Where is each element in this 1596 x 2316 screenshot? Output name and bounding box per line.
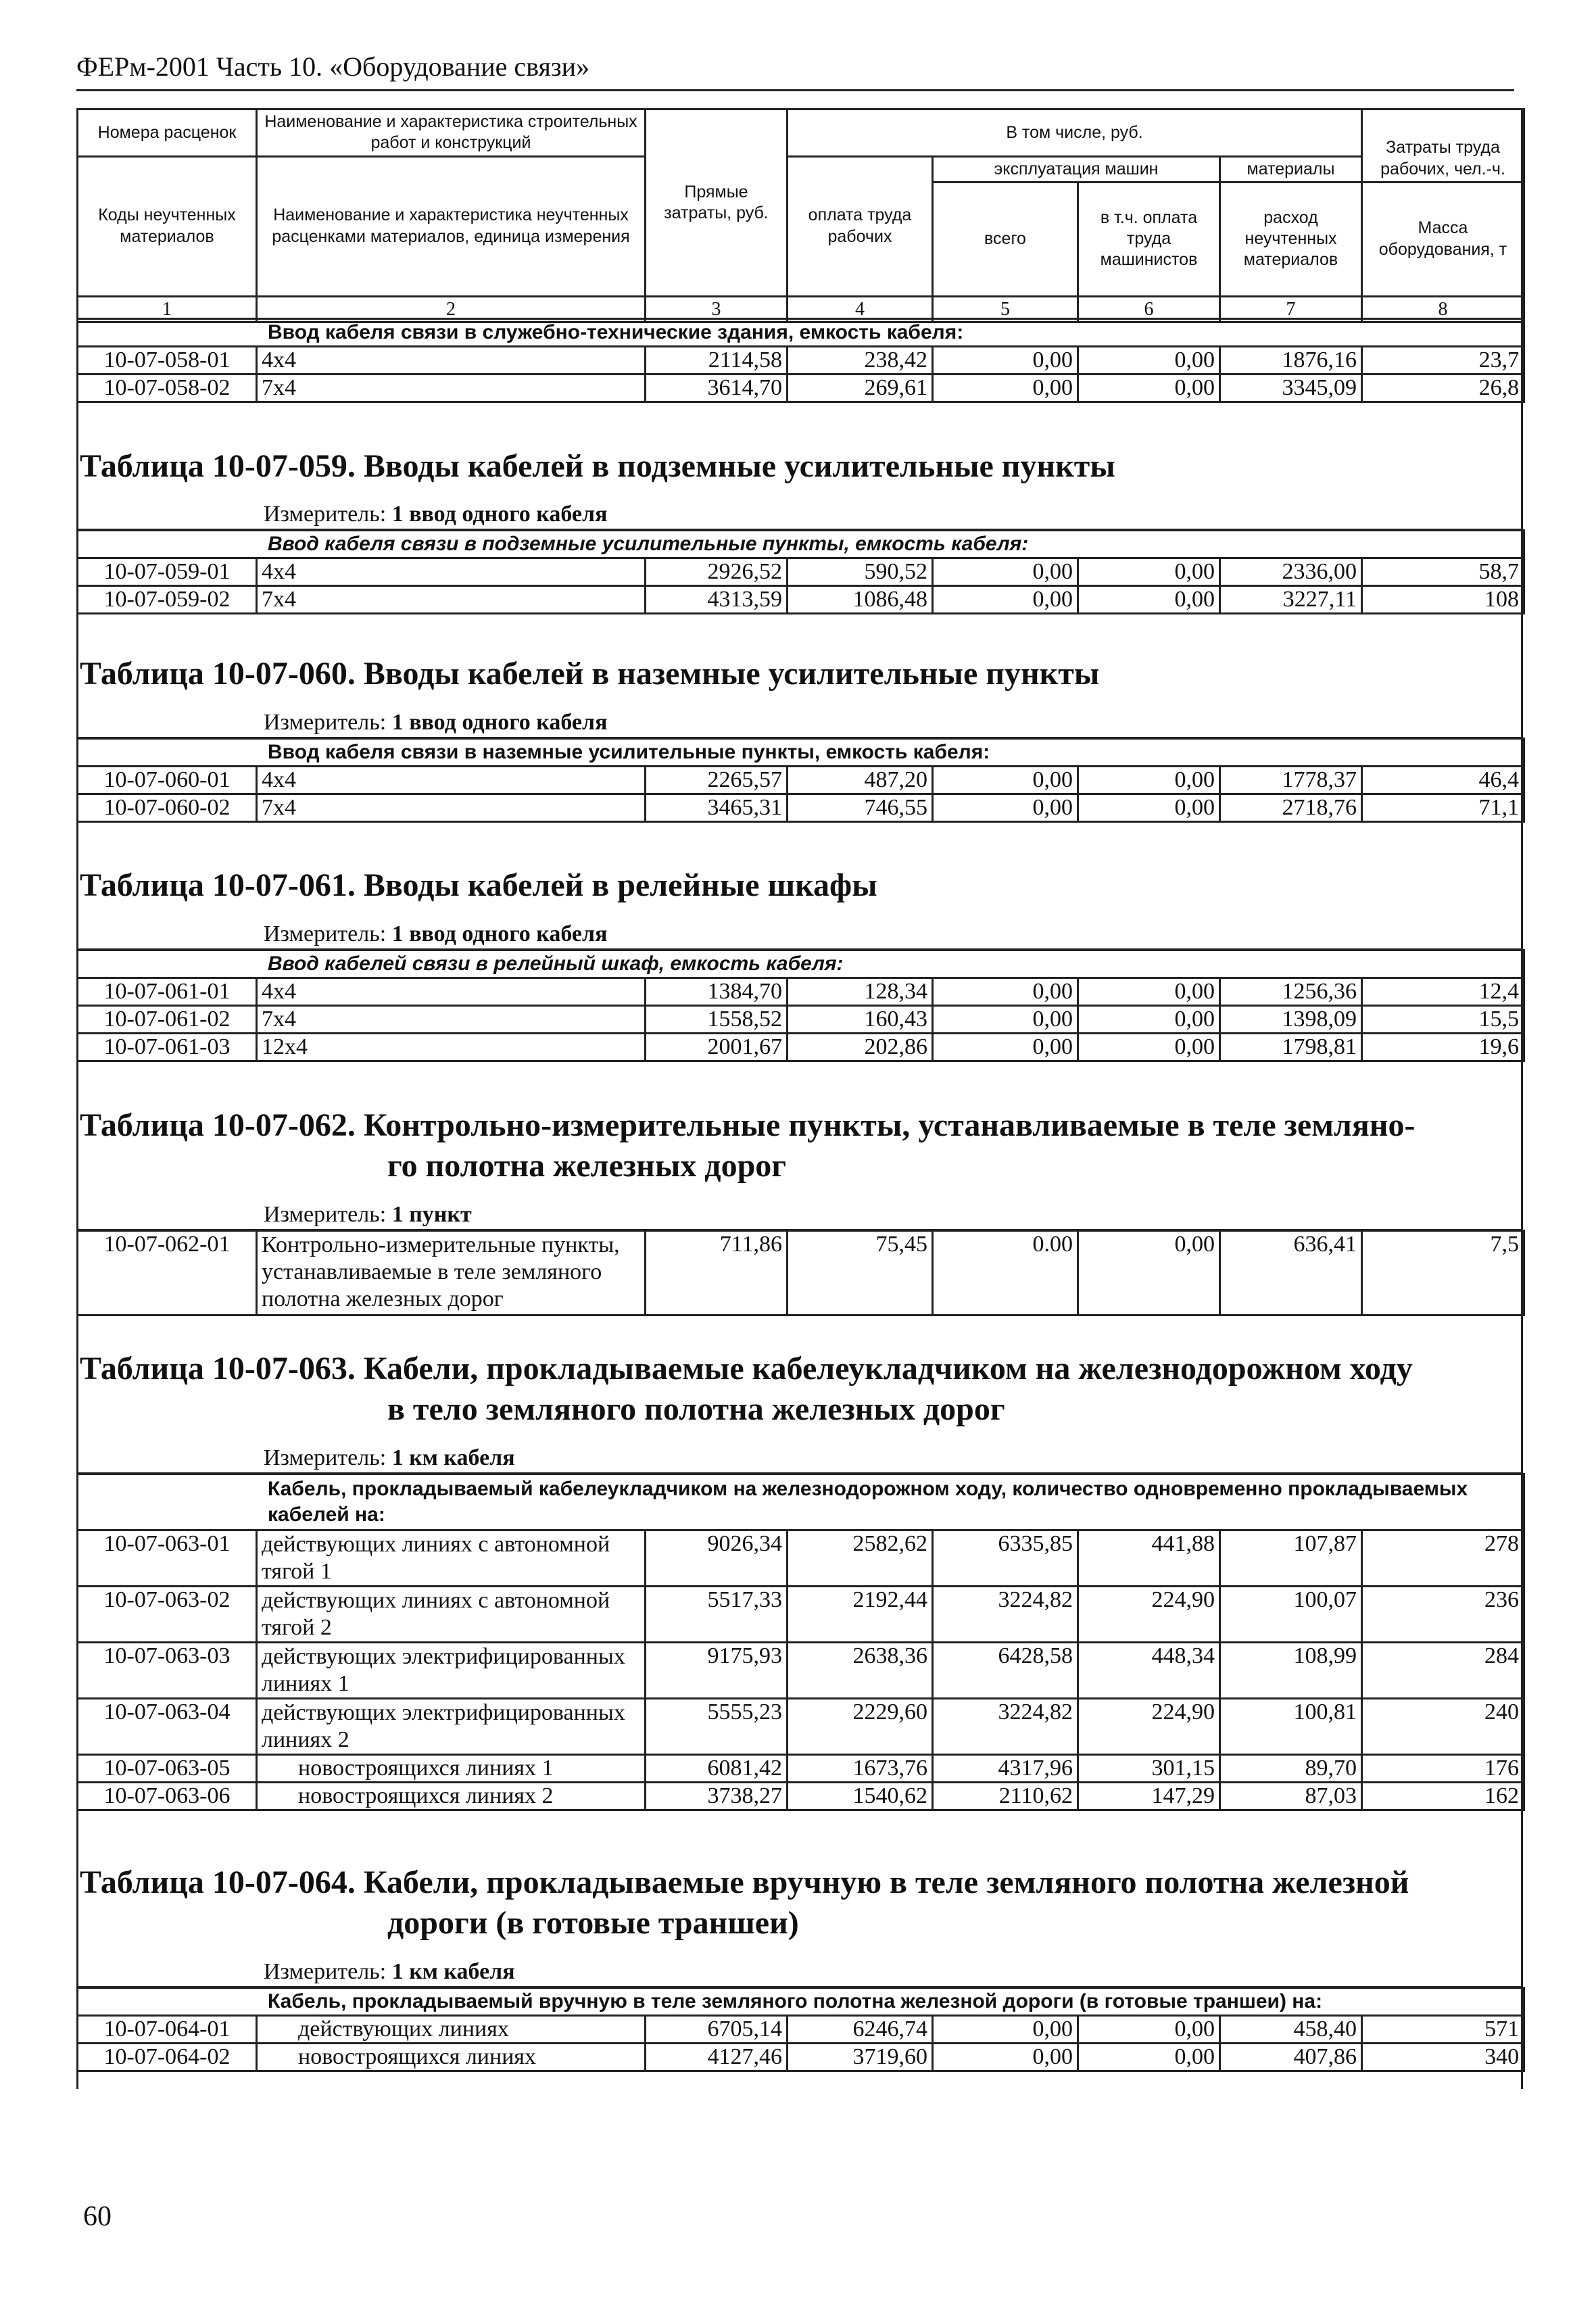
row-code: 10-07-063-01 — [78, 1530, 257, 1587]
row-code: 10-07-063-03 — [78, 1643, 257, 1699]
cell: 6705,14 — [646, 2016, 788, 2044]
row-code: 10-07-060-02 — [78, 794, 257, 822]
table-title-line: в тело земляного полотна железных дорог — [387, 1391, 1005, 1427]
cell: 0,00 — [1078, 1006, 1220, 1034]
cell: 0.00 — [933, 1231, 1078, 1316]
row-code: 10-07-062-01 — [78, 1231, 257, 1316]
row-name: 4x4 — [257, 558, 646, 586]
cell: 3614,70 — [646, 375, 788, 402]
measure-label: Измеритель: — [264, 710, 387, 735]
header-rule — [76, 89, 1514, 91]
table-title-line: Таблица 10-07-063. Кабели, прокладываемые кабелеукладчиком на железнодорожном ходу — [80, 1351, 1413, 1386]
measure-line — [264, 921, 608, 947]
row-name: действующих линиях с автономной тягой 1 — [257, 1530, 646, 1587]
cell: 571 — [1362, 2016, 1524, 2044]
cell: 3224,82 — [933, 1587, 1078, 1643]
cell: 0,00 — [1078, 1231, 1220, 1316]
cell: 224,90 — [1078, 1587, 1220, 1643]
table-row — [78, 767, 1524, 794]
table-row — [78, 375, 1524, 402]
cell: 1086,48 — [788, 586, 933, 614]
col6-head: в т.ч. оплата труда машинистов — [1078, 182, 1220, 296]
row-code: 10-07-058-01 — [78, 347, 257, 375]
measure-value: 1 ввод одного кабеля — [391, 921, 608, 946]
cell: 3465,31 — [646, 794, 788, 822]
cell: 224,90 — [1078, 1699, 1220, 1755]
row-name: 4x4 — [257, 978, 646, 1006]
cell: 2001,67 — [646, 1034, 788, 1061]
table-row — [78, 1231, 1524, 1316]
measure-line — [264, 710, 608, 735]
cell: 1256,36 — [1220, 978, 1362, 1006]
table-title: Таблица 10-07-061. Вводы кабелей в релейные шкафы — [80, 867, 877, 903]
cell: 590,52 — [788, 558, 933, 586]
table-059 — [76, 529, 1525, 614]
group-label: Ввод кабеля связи в наземные усилительные пункты, емкость кабеля: — [78, 739, 1524, 767]
row-code: 10-07-059-02 — [78, 586, 257, 614]
cell: 407,86 — [1220, 2044, 1362, 2071]
table-title: Таблица 10-07-059. Вводы кабелей в подземные усилительные пункты — [80, 448, 1115, 484]
row-code: 10-07-063-06 — [78, 1783, 257, 1810]
cell: 5517,33 — [646, 1587, 788, 1643]
cell: 0,00 — [933, 794, 1078, 822]
column-header-table — [76, 108, 1525, 323]
cell: 0,00 — [1078, 978, 1220, 1006]
cell: 2229,60 — [788, 1699, 933, 1755]
table-title — [80, 1862, 1409, 1944]
table-row — [78, 1530, 1524, 1587]
cell: 87,03 — [1220, 1783, 1362, 1810]
measure-label: Измеритель: — [264, 1445, 387, 1470]
table-064 — [76, 1987, 1525, 2072]
cell: 4127,46 — [646, 2044, 788, 2071]
row-code: 10-07-058-02 — [78, 375, 257, 402]
cell: 100,07 — [1220, 1587, 1362, 1643]
cell: 1876,16 — [1220, 347, 1362, 375]
col-number: 6 — [1078, 296, 1220, 322]
table-title-line: го полотна железных дорог — [387, 1148, 787, 1184]
row-name: новостроящихся линиях 2 — [257, 1783, 646, 1810]
cell: 2336,00 — [1220, 558, 1362, 586]
row-name: действующих линиях — [257, 2016, 646, 2044]
cell: 0,00 — [1078, 375, 1220, 402]
cell: 236 — [1362, 1587, 1524, 1643]
table-title — [80, 1105, 1415, 1186]
col-number: 5 — [933, 296, 1078, 322]
table-title: Таблица 10-07-060. Вводы кабелей в наземные усилительные пункты — [80, 656, 1100, 692]
cell: 2265,57 — [646, 767, 788, 794]
cell: 3227,11 — [1220, 586, 1362, 614]
cell: 0,00 — [1078, 767, 1220, 794]
cell: 487,20 — [788, 767, 933, 794]
col-number: 2 — [257, 296, 646, 322]
table-row — [78, 347, 1524, 375]
col-number: 7 — [1220, 296, 1362, 322]
table-row — [78, 1587, 1524, 1643]
row-name: 7x4 — [257, 1006, 646, 1034]
running-header: ФЕРм-2001 Часть 10. «Оборудование связи» — [76, 51, 590, 82]
col8-head-bottom: Масса оборудования, т — [1362, 182, 1524, 296]
cell: 0,00 — [933, 978, 1078, 1006]
cell: 6428,58 — [933, 1643, 1078, 1699]
row-name: действующих электрифицированных линиях 2 — [257, 1699, 646, 1755]
cell: 108,99 — [1220, 1643, 1362, 1699]
cell: 238,42 — [788, 347, 933, 375]
machines-head: эксплуатация машин — [933, 156, 1220, 182]
group-label: Ввод кабеля связи в подземные усилительные пункты, емкость кабеля: — [78, 531, 1524, 558]
cell: 0,00 — [1078, 347, 1220, 375]
cell: 58,7 — [1362, 558, 1524, 586]
row-code: 10-07-059-01 — [78, 558, 257, 586]
measure-line — [264, 1202, 472, 1228]
row-name: Контрольно-измерительные пункты, устанавливаемые в теле земляного полотна железных дорог — [257, 1231, 646, 1316]
row-name: новостроящихся линиях — [257, 2044, 646, 2071]
cell: 4313,59 — [646, 586, 788, 614]
table-row — [78, 558, 1524, 586]
table-060 — [76, 738, 1525, 823]
row-code: 10-07-063-05 — [78, 1755, 257, 1783]
cell: 0,00 — [1078, 2044, 1220, 2071]
cell: 75,45 — [788, 1231, 933, 1316]
table-title-line: Таблица 10-07-064. Кабели, прокладываемые вручную в теле земляного полотна железной — [80, 1864, 1409, 1900]
row-name: 12x4 — [257, 1034, 646, 1061]
col3-head: Прямые затраты, руб. — [646, 110, 788, 297]
cell: 340 — [1362, 2044, 1524, 2071]
cell: 0,00 — [1078, 586, 1220, 614]
measure-label: Измеритель: — [264, 1202, 387, 1227]
group-label: Кабель, прокладываемый вручную в теле земляного полотна железной дороги (в готовые траншеи) на: — [78, 1988, 1524, 2016]
cell: 711,86 — [646, 1231, 788, 1316]
page-number: 60 — [83, 2201, 112, 2232]
table-row — [78, 586, 1524, 614]
measure-label: Измеритель: — [264, 502, 387, 527]
group-label: Ввод кабеля связи в служебно-технические здания, емкость кабеля: — [78, 319, 1524, 347]
col-number: 3 — [646, 296, 788, 322]
table-row — [78, 1755, 1524, 1783]
cell: 0,00 — [933, 1006, 1078, 1034]
cell: 1558,52 — [646, 1006, 788, 1034]
cell: 6081,42 — [646, 1755, 788, 1783]
cell: 0,00 — [933, 347, 1078, 375]
cell: 46,4 — [1362, 767, 1524, 794]
cell: 1398,09 — [1220, 1006, 1362, 1034]
cell: 1778,37 — [1220, 767, 1362, 794]
group-label: Ввод кабелей связи в релейный шкаф, емкость кабеля: — [78, 950, 1524, 978]
measure-line — [264, 502, 608, 527]
measure-value: 1 ввод одного кабеля — [391, 502, 608, 527]
cell: 441,88 — [1078, 1530, 1220, 1587]
row-name: 7x4 — [257, 375, 646, 402]
table-title — [80, 1349, 1413, 1430]
row-name: новостроящихся линиях 1 — [257, 1755, 646, 1783]
row-code: 10-07-064-02 — [78, 2044, 257, 2071]
cell: 0,00 — [933, 375, 1078, 402]
cell: 202,86 — [788, 1034, 933, 1061]
row-name: действующих электрифицированных линиях 1 — [257, 1643, 646, 1699]
col2-head-top: Наименование и характеристика строительных работ и конструкций — [257, 110, 646, 157]
cell: 2926,52 — [646, 558, 788, 586]
measure-value: 1 ввод одного кабеля — [391, 710, 608, 735]
cell: 6335,85 — [933, 1530, 1078, 1587]
cell: 458,40 — [1220, 2016, 1362, 2044]
row-name: 7x4 — [257, 586, 646, 614]
col5-head: всего — [933, 182, 1078, 296]
cell: 0,00 — [1078, 558, 1220, 586]
cell: 12,4 — [1362, 978, 1524, 1006]
cell: 0,00 — [933, 1034, 1078, 1061]
cell: 108 — [1362, 586, 1524, 614]
table-row — [78, 794, 1524, 822]
cell: 128,34 — [788, 978, 933, 1006]
cell: 23,7 — [1362, 347, 1524, 375]
row-code: 10-07-064-01 — [78, 2016, 257, 2044]
cell: 100,81 — [1220, 1699, 1362, 1755]
cell: 7,5 — [1362, 1231, 1524, 1316]
cell: 176 — [1362, 1755, 1524, 1783]
col-number: 4 — [788, 296, 933, 322]
table-row — [78, 1034, 1524, 1061]
cell: 2110,62 — [933, 1783, 1078, 1810]
table-row — [78, 1006, 1524, 1034]
cell: 269,61 — [788, 375, 933, 402]
table-row — [78, 2044, 1524, 2071]
cell: 240 — [1362, 1699, 1524, 1755]
materials-head: материалы — [1220, 156, 1362, 182]
cell: 4317,96 — [933, 1755, 1078, 1783]
table-061 — [76, 949, 1525, 1062]
row-name: 7x4 — [257, 794, 646, 822]
cell: 3345,09 — [1220, 375, 1362, 402]
cell: 15,5 — [1362, 1006, 1524, 1034]
measure-line — [264, 1959, 515, 1985]
cell: 1798,81 — [1220, 1034, 1362, 1061]
row-name: действующих линиях с автономной тягой 2 — [257, 1587, 646, 1643]
measure-label: Измеритель: — [264, 921, 387, 946]
cell: 160,43 — [788, 1006, 933, 1034]
cell: 0,00 — [933, 586, 1078, 614]
cell: 2638,36 — [788, 1643, 933, 1699]
table-title-line: Таблица 10-07-062. Контрольно-измерительные пункты, устанавливаемые в теле земляно- — [80, 1107, 1416, 1143]
table-row — [78, 1699, 1524, 1755]
cell: 0,00 — [933, 2016, 1078, 2044]
measure-line — [264, 1445, 515, 1471]
row-code: 10-07-060-01 — [78, 767, 257, 794]
cell: 3719,60 — [788, 2044, 933, 2071]
cell: 0,00 — [1078, 794, 1220, 822]
row-code: 10-07-061-03 — [78, 1034, 257, 1061]
cell: 147,29 — [1078, 1783, 1220, 1810]
row-name: 4x4 — [257, 767, 646, 794]
cell: 2192,44 — [788, 1587, 933, 1643]
cell: 1540,62 — [788, 1783, 933, 1810]
row-code: 10-07-063-04 — [78, 1699, 257, 1755]
cell: 71,1 — [1362, 794, 1524, 822]
table-row — [78, 1783, 1524, 1810]
table-058 — [76, 318, 1525, 403]
cell: 284 — [1362, 1643, 1524, 1699]
measure-value: 1 пункт — [391, 1202, 472, 1227]
col1-head-top: Номера расценок — [78, 110, 257, 157]
cell: 26,8 — [1362, 375, 1524, 402]
col7-head: расход неучтенных материалов — [1220, 182, 1362, 296]
cell: 1673,76 — [788, 1755, 933, 1783]
table-row — [78, 1643, 1524, 1699]
col2-head-bottom: Наименование и характеристика неучтенных расценками материалов, единица измерения — [257, 156, 646, 296]
row-code: 10-07-063-02 — [78, 1587, 257, 1643]
cell: 2114,58 — [646, 347, 788, 375]
cell: 0,00 — [933, 2044, 1078, 2071]
col4-head: оплата труда рабочих — [788, 156, 933, 296]
cell: 19,6 — [1362, 1034, 1524, 1061]
table-062 — [76, 1230, 1525, 1316]
cell: 2582,62 — [788, 1530, 933, 1587]
measure-label: Измеритель: — [264, 1959, 387, 1984]
cell: 636,41 — [1220, 1231, 1362, 1316]
table-title-line: дороги (в готовые траншеи) — [387, 1905, 799, 1941]
cell: 0,00 — [1078, 1034, 1220, 1061]
cell: 0,00 — [1078, 2016, 1220, 2044]
row-code: 10-07-061-01 — [78, 978, 257, 1006]
table-row — [78, 2016, 1524, 2044]
cell: 3738,27 — [646, 1783, 788, 1810]
cell: 5555,23 — [646, 1699, 788, 1755]
col-number: 1 — [78, 296, 257, 322]
row-name: 4x4 — [257, 347, 646, 375]
row-code: 10-07-061-02 — [78, 1006, 257, 1034]
included-head: В том числе, руб. — [788, 110, 1362, 157]
col-number: 8 — [1362, 296, 1524, 322]
group-label: Кабель, прокладываемый кабелеукладчиком на железнодорожном ходу, количество одновременно прокладываемых кабелей на: — [78, 1474, 1524, 1530]
cell: 9026,34 — [646, 1530, 788, 1587]
cell: 278 — [1362, 1530, 1524, 1587]
cell: 89,70 — [1220, 1755, 1362, 1783]
cell: 1384,70 — [646, 978, 788, 1006]
cell: 746,55 — [788, 794, 933, 822]
cell: 107,87 — [1220, 1530, 1362, 1587]
cell: 0,00 — [933, 767, 1078, 794]
cell: 2718,76 — [1220, 794, 1362, 822]
measure-value: 1 км кабеля — [391, 1959, 515, 1984]
cell: 3224,82 — [933, 1699, 1078, 1755]
cell: 448,34 — [1078, 1643, 1220, 1699]
cell: 6246,74 — [788, 2016, 933, 2044]
col1-head-bottom: Коды неучтенных материалов — [78, 156, 257, 296]
cell: 162 — [1362, 1783, 1524, 1810]
measure-value: 1 км кабеля — [391, 1445, 515, 1470]
cell: 9175,93 — [646, 1643, 788, 1699]
table-row — [78, 978, 1524, 1006]
cell: 0,00 — [933, 558, 1078, 586]
cell: 301,15 — [1078, 1755, 1220, 1783]
table-063 — [76, 1473, 1525, 1811]
col8-head-top: Затраты труда рабочих, чел.-ч. — [1362, 110, 1524, 183]
